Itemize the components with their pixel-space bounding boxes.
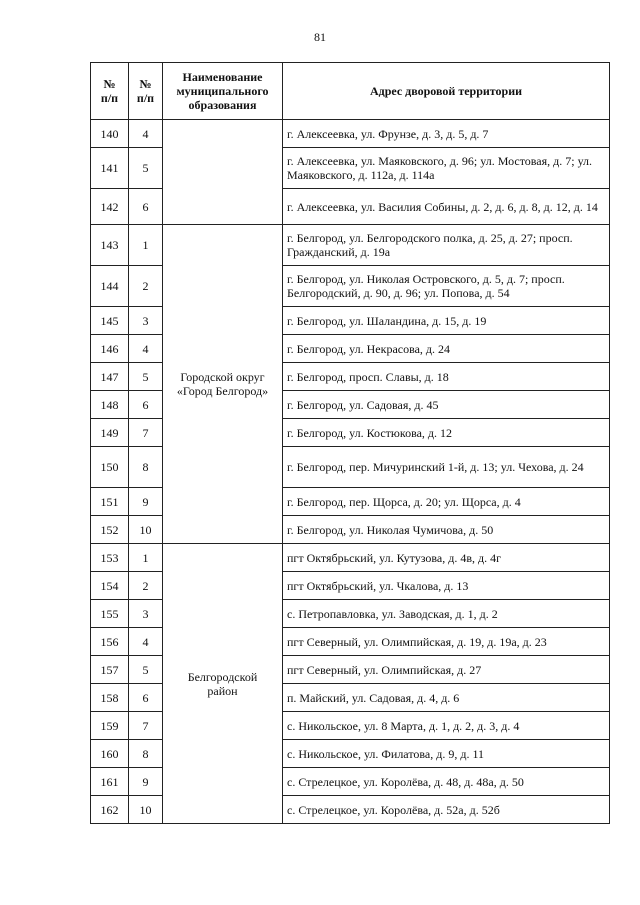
row-number: 140 <box>91 120 129 148</box>
row-number: 145 <box>91 307 129 335</box>
row-address: г. Белгород, ул. Николая Островского, д. 5, д. 7; просп. Белгородский, д. 90, д. 96; ул. Попова, д. 54 <box>283 266 610 307</box>
row-sub-number: 7 <box>129 712 163 740</box>
row-number: 158 <box>91 684 129 712</box>
row-address: г. Белгород, ул. Костюкова, д. 12 <box>283 419 610 447</box>
row-number: 146 <box>91 335 129 363</box>
municipality-name-line2: район <box>207 683 238 698</box>
page-number: 81 <box>314 30 326 44</box>
municipality-name-line1: Белгородской <box>187 669 258 684</box>
header-row-number: № п/п <box>91 63 129 120</box>
table-row <box>91 120 610 148</box>
row-sub-number: 6 <box>129 189 163 225</box>
row-sub-number: 5 <box>129 148 163 189</box>
row-number: 143 <box>91 225 129 266</box>
row-number: 153 <box>91 544 129 572</box>
row-address: с. Стрелецкое, ул. Королёва, д. 48, д. 48а, д. 50 <box>283 768 610 796</box>
row-address: пгт Северный, ул. Олимпийская, д. 19, д. 19а, д. 23 <box>283 628 610 656</box>
municipality-cell <box>163 120 283 225</box>
row-sub-number: 6 <box>129 391 163 419</box>
row-address: г. Алексеевка, ул. Маяковского, д. 96; ул. Мостовая, д. 7; ул. Маяковского, д. 112а, д. 114а <box>283 148 610 189</box>
row-number: 154 <box>91 572 129 600</box>
row-sub-number: 4 <box>129 120 163 148</box>
row-address: с. Никольское, ул. Филатова, д. 9, д. 11 <box>283 740 610 768</box>
header-address: Адрес дворовой территории <box>283 63 610 120</box>
row-sub-number: 1 <box>129 544 163 572</box>
row-number: 144 <box>91 266 129 307</box>
row-number: 162 <box>91 796 129 824</box>
row-address: г. Белгород, ул. Шаландина, д. 15, д. 19 <box>283 307 610 335</box>
row-number: 152 <box>91 516 129 544</box>
header-sub-number: № п/п <box>129 63 163 120</box>
row-sub-number: 5 <box>129 363 163 391</box>
row-sub-number: 10 <box>129 516 163 544</box>
row-address: г. Белгород, просп. Славы, д. 18 <box>283 363 610 391</box>
row-sub-number: 3 <box>129 307 163 335</box>
row-sub-number: 4 <box>129 628 163 656</box>
row-number: 160 <box>91 740 129 768</box>
row-address: с. Петропавловка, ул. Заводская, д. 1, д. 2 <box>283 600 610 628</box>
row-address: пгт Октябрьский, ул. Чкалова, д. 13 <box>283 572 610 600</box>
table-row <box>91 544 610 572</box>
row-sub-number: 5 <box>129 656 163 684</box>
row-sub-number: 2 <box>129 266 163 307</box>
row-address: г. Белгород, ул. Николая Чумичова, д. 50 <box>283 516 610 544</box>
row-number: 150 <box>91 447 129 488</box>
row-sub-number: 1 <box>129 225 163 266</box>
row-number: 148 <box>91 391 129 419</box>
table-row <box>91 225 610 266</box>
address-table <box>90 62 610 824</box>
row-sub-number: 9 <box>129 768 163 796</box>
row-number: 157 <box>91 656 129 684</box>
row-number: 141 <box>91 148 129 189</box>
row-address: г. Белгород, ул. Некрасова, д. 24 <box>283 335 610 363</box>
row-address: г. Белгород, пер. Щорса, д. 20; ул. Щорса, д. 4 <box>283 488 610 516</box>
municipality-name-line1: Городской округ <box>180 370 265 384</box>
row-sub-number: 6 <box>129 684 163 712</box>
row-sub-number: 4 <box>129 335 163 363</box>
row-address: г. Белгород, ул. Белгородского полка, д. 25, д. 27; просп. Гражданский, д. 19а <box>283 225 610 266</box>
row-address: с. Никольское, ул. 8 Марта, д. 1, д. 2, д. 3, д. 4 <box>283 712 610 740</box>
row-number: 151 <box>91 488 129 516</box>
row-number: 161 <box>91 768 129 796</box>
row-address: пгт Октябрьский, ул. Кутузова, д. 4в, д. 4г <box>283 544 610 572</box>
row-sub-number: 3 <box>129 600 163 628</box>
row-sub-number: 9 <box>129 488 163 516</box>
table-header-row <box>91 63 610 120</box>
municipality-cell <box>163 544 283 824</box>
row-address: с. Стрелецкое, ул. Королёва, д. 52а, д. 52б <box>283 796 610 824</box>
row-number: 142 <box>91 189 129 225</box>
row-address: г. Белгород, ул. Садовая, д. 45 <box>283 391 610 419</box>
row-number: 147 <box>91 363 129 391</box>
row-number: 156 <box>91 628 129 656</box>
row-address: г. Алексеевка, ул. Василия Собины, д. 2, д. 6, д. 8, д. 12, д. 14 <box>283 189 610 225</box>
row-sub-number: 10 <box>129 796 163 824</box>
row-number: 149 <box>91 419 129 447</box>
header-municipality: Наименование муниципального образования <box>163 63 283 120</box>
row-sub-number: 8 <box>129 447 163 488</box>
municipality-name-line2: «Город Белгород» <box>176 384 269 398</box>
row-address: п. Майский, ул. Садовая, д. 4, д. 6 <box>283 684 610 712</box>
row-address: г. Алексеевка, ул. Фрунзе, д. 3, д. 5, д. 7 <box>283 120 610 148</box>
municipality-cell <box>163 225 283 544</box>
row-number: 159 <box>91 712 129 740</box>
row-address: г. Белгород, пер. Мичуринский 1-й, д. 13; ул. Чехова, д. 24 <box>283 447 610 488</box>
row-sub-number: 8 <box>129 740 163 768</box>
row-sub-number: 2 <box>129 572 163 600</box>
row-number: 155 <box>91 600 129 628</box>
row-address: пгт Северный, ул. Олимпийская, д. 27 <box>283 656 610 684</box>
row-sub-number: 7 <box>129 419 163 447</box>
